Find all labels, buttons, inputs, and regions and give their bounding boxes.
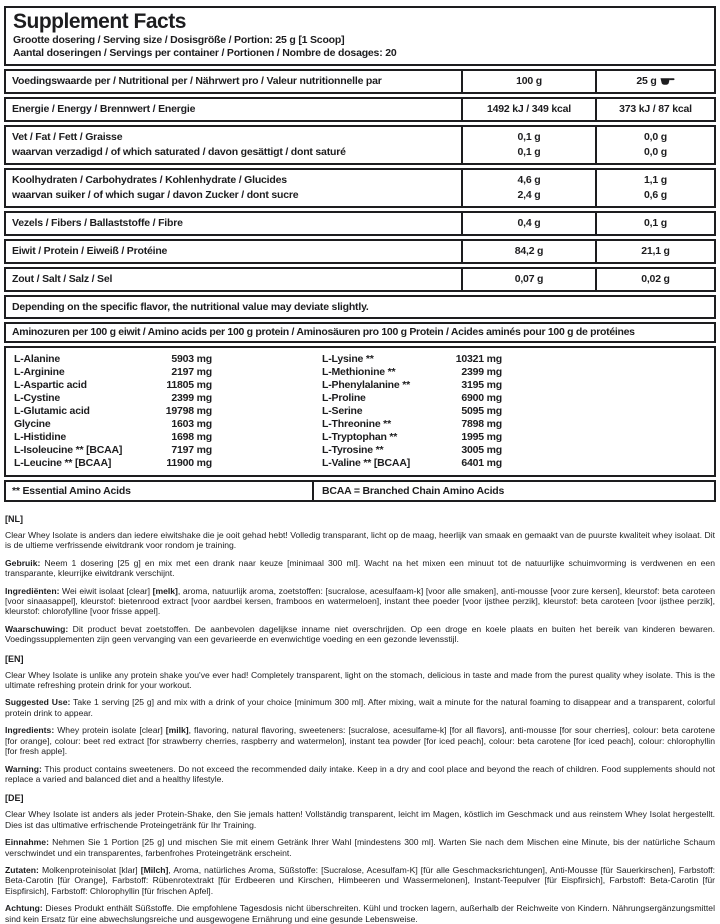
paragraph: Clear Whey Isolate is unlike any protein shake you've ever had! Completely transparent, light on the stomach, delicious in taste and made from the purest quality whey isolate. This is the ultimate refreshing protein drink for your workout.	[5, 669, 715, 691]
amino-acids-right-column	[322, 353, 502, 470]
paragraph: Waarschuwing: Dit product bevat zoetstoffen. De aanbevolen dagelijkse inname niet overschrijden. Op een droge en koele plaats en buiten het bereik van kinderen bewaren. Voedingssupplementen zijn geen vervanging van een gevarieerde en evenwichtige voeding en een gezonde levensstijl.	[5, 623, 715, 645]
column-header-100g: 100 g	[461, 71, 595, 92]
language-section	[5, 514, 715, 645]
language-tag: [EN]	[5, 653, 24, 664]
nutrition-row-carbohydrates	[4, 168, 716, 208]
amino-acid-row: L-Histidine 1698 mg	[14, 431, 212, 443]
amino-acid-row: L-Aspartic acid 11805 mg	[14, 379, 212, 391]
nutrition-row-fibre	[4, 211, 716, 236]
amino-acids-header: Aminozuren per 100 g eiwit / Amino acids per 100 g protein / Aminosäuren pro 100 g Protein / Acides aminés pour 100 g de protéines	[4, 322, 716, 343]
amino-acid-row: L-Leucine ** [BCAA] 11900 mg	[14, 457, 212, 469]
paragraph: Clear Whey Isolate ist anders als jeder Protein-Shake, den Sie jemals hatten! Vollständig transparent, leicht im Magen, köstlich im Geschmack und aus reinstem Whey Isolat hergestellt. Dies ist das ultimative erfrischende Proteingetränk für Ihr Training.	[5, 809, 715, 830]
nutrient-label: Koolhydraten / Carbohydrates / Kohlenhydrate / Glucides	[12, 174, 287, 186]
amino-acid-row: L-Threonine ** 7898 mg	[322, 418, 502, 430]
panel-title: Supplement Facts	[13, 10, 186, 33]
paragraph: Zutaten: Molkenproteinisolat [klar] [Milch], Aroma, natürliches Aroma, Süßstoffe: [Sucralose, Acesulfam-K] [für alle Geschmacksrichtungen], Anti-Mousse [für Sauerkirschen], Farbstoff: Beta-Carotin [für Orange], Farbstoff: Rübenrotextrakt [für Erdbeeren und Kirschen, Himbeeren und Wassermelonen], Instant-Teepulver [für Eispfirsich], Farbstoff: Beta-Carotin [für Eispfirsich], Farbstoff: Chlorophyllin [für frischen Apfel].	[5, 864, 716, 896]
language-tag: [DE]	[5, 793, 24, 804]
amino-footnote-row	[4, 480, 716, 502]
value-100g: 4,6 g	[517, 174, 541, 186]
value-25g: 21,1 g	[641, 245, 670, 257]
amino-acid-row: L-Phenylalanine ** 3195 mg	[322, 379, 502, 391]
paragraph: Ingrediënten: Wei eiwit isolaat [clear] [melk], aroma, natuurlijk aroma, zoetstoffen: [sucralose, acesulfaam-k] [voor alle smaken], anti-mousse [voor zure kersen], kleurstof: beta caroteen [voor sinaasappel], kleurstof: bietenrood extract [voor aardbei kersen, framboos en watermeloen], instant thee poeder [voor ijsthee perzik], kleurstof: beta caroteen [voor ijsthee perzik], kleurstof: chlorofylline [voor frisse appel].	[5, 585, 715, 617]
amino-acid-row: L-Methionine ** 2399 mg	[322, 366, 502, 378]
nutrient-label: Vezels / Fibers / Ballaststoffe / Fibre	[12, 217, 183, 229]
value-100g: 2,4 g	[517, 189, 541, 201]
column-header-label: Voedingswaarde per / Nutritional per / Nährwert pro / Valeur nutritionnelle par	[12, 75, 382, 87]
value-25g: 1,1 g	[644, 174, 667, 186]
bcaa-note: BCAA = Branched Chain Amino Acids	[322, 485, 505, 497]
amino-acid-row: L-Lysine ** 10321 mg	[322, 353, 502, 365]
paragraph: Gebruik: Neem 1 dosering [25 g] en mix met een drank naar keuze [minimaal 300 ml]. Wacht na het mixen een minuut tot de natuurlijke schuimvorming is verdwenen en een transparante, kleurrijke eiwitdrank verschijnt.	[5, 557, 715, 579]
amino-acids-table	[4, 346, 716, 477]
column-header-25g	[595, 71, 714, 92]
nutrition-row-protein	[4, 239, 716, 264]
amino-acid-row: L-Valine ** [BCAA] 6401 mg	[322, 457, 502, 469]
nutrient-sublabel: waarvan suiker / of which sugar / davon Zucker / dont sucre	[12, 189, 299, 201]
column-header-row	[4, 69, 716, 94]
amino-acid-row: L-Glutamic acid 19798 mg	[14, 405, 212, 417]
language-tag: [NL]	[5, 514, 23, 524]
value-100g: 0,4 g	[517, 217, 541, 229]
value-100g: 84,2 g	[514, 245, 544, 257]
nutrient-label: Vet / Fat / Fett / Graisse	[12, 131, 123, 143]
paragraph: Clear Whey Isolate is anders dan iedere eiwitshake die je ooit gehad hebt! Volledig transparant, licht op de maag, heerlijk van smaak en gemaakt van de puurste kwaliteit whey isolaat. Dit is de ultieme verfrissende eiwitdrank voor rondom je training.	[5, 530, 715, 551]
value-100g: 0,1 g	[517, 131, 541, 143]
language-sections	[5, 514, 715, 924]
amino-acid-row: L-Proline 6900 mg	[322, 392, 502, 404]
paragraph: Einnahme: Nehmen Sie 1 Portion [25 g] und mischen Sie mit einem Getränk Ihrer Wahl [mindestens 300 ml]. Warten Sie nach dem Mischen eine Minute, bis der natürliche Schaum verschwindet und ein transparentes, farbenfrohes Proteingetränk erscheint.	[5, 837, 715, 858]
language-section	[5, 654, 715, 785]
nutrition-row-fat	[4, 125, 716, 165]
value-100g: 0,1 g	[517, 146, 541, 158]
amino-acid-row: L-Tyrosine ** 3005 mg	[322, 444, 502, 456]
amino-acid-row: Glycine 1603 mg	[14, 418, 212, 430]
paragraph: Suggested Use: Take 1 serving [25 g] and mix with a drink of your choice [minimum 300 ml]. After mixing, wait a minute for the natural foaming to disappear and a transparent, colorful protein drink to appear.	[5, 697, 715, 718]
paragraph: Ingredients: Whey protein isolate [clear] [milk], flavoring, natural flavoring, sweeteners: [sucralose, acesulfame-k] [for all flavors], anti-mousse [for sour cherries], colour: beta carotene [for orange], colour: beet red extract [for strawberry cherries, raspberry and watermelon], instant tea powder [for iced peach], colour: beta carotene [for iced peach], colour: chlorophyllin [for fresh apple].	[5, 725, 715, 757]
nutrition-row-salt	[4, 267, 716, 292]
paragraph: Achtung: Dieses Produkt enthält Süßstoffe. Die empfohlene Tagesdosis nicht überschreiten. Kühl und trocken lagern, außerhalb der Reichweite von Kindern. Nährungsergänzungsmittel sind kein Ersatz für eine abwechslungsreiche und ausgewogene Ernährung und eine gesunde Lebensweise.	[5, 903, 715, 924]
amino-acid-row: L-Alanine 5903 mg	[14, 353, 212, 365]
amino-acid-row: L-Tryptophan ** 1995 mg	[322, 431, 502, 443]
amino-acid-row: L-Isoleucine ** [BCAA] 7197 mg	[14, 444, 212, 456]
value-25g: 373 kJ / 87 kcal	[619, 103, 692, 115]
value-25g: 0,1 g	[644, 217, 667, 229]
value-25g: 0,02 g	[641, 273, 670, 285]
flavor-deviation-note: Depending on the specific flavor, the nutritional value may deviate slightly.	[4, 295, 716, 319]
nutrient-label: Eiwit / Protein / Eiweiß / Protéine	[12, 245, 168, 257]
amino-acid-row: L-Arginine 2197 mg	[14, 366, 212, 378]
nutrient-label: Energie / Energy / Brennwert / Energie	[12, 103, 196, 115]
amino-acids-left-column	[14, 353, 212, 470]
amino-acid-row: L-Serine 5095 mg	[322, 405, 502, 417]
scoop-icon	[660, 77, 675, 86]
nutrient-label: Zout / Salt / Salz / Sel	[12, 273, 113, 285]
value-25g: 0,0 g	[644, 146, 667, 158]
value-100g: 0,07 g	[514, 273, 544, 285]
header-box	[4, 6, 716, 66]
essential-amino-acids-note: ** Essential Amino Acids	[6, 482, 314, 500]
paragraph: Warning: This product contains sweeteners. Do not exceed the recommended daily intake. Keep in a dry and cool place and beyond the reach of children. Food supplements should not replace a varied and balanced diet and a healthy lifestyle.	[5, 763, 715, 784]
serving-size-line: Grootte dosering / Serving size / Dosisgröße / Portion: 25 g [1 Scoop]	[13, 34, 345, 46]
value-25g: 0,0 g	[644, 131, 667, 143]
value-100g: 1492 kJ / 349 kcal	[487, 103, 571, 115]
language-section	[5, 793, 715, 924]
nutrition-row-energy	[4, 97, 716, 122]
servings-per-container-line: Aantal doseringen / Servings per container / Portionen / Nombre de dosages: 20	[13, 47, 397, 59]
amino-acid-row: L-Cystine 2399 mg	[14, 392, 212, 404]
column-header-25g-label: 25 g	[636, 75, 657, 87]
nutrient-sublabel: waarvan verzadigd / of which saturated / davon gesättigt / dont saturé	[12, 146, 346, 158]
value-25g: 0,6 g	[644, 189, 667, 201]
